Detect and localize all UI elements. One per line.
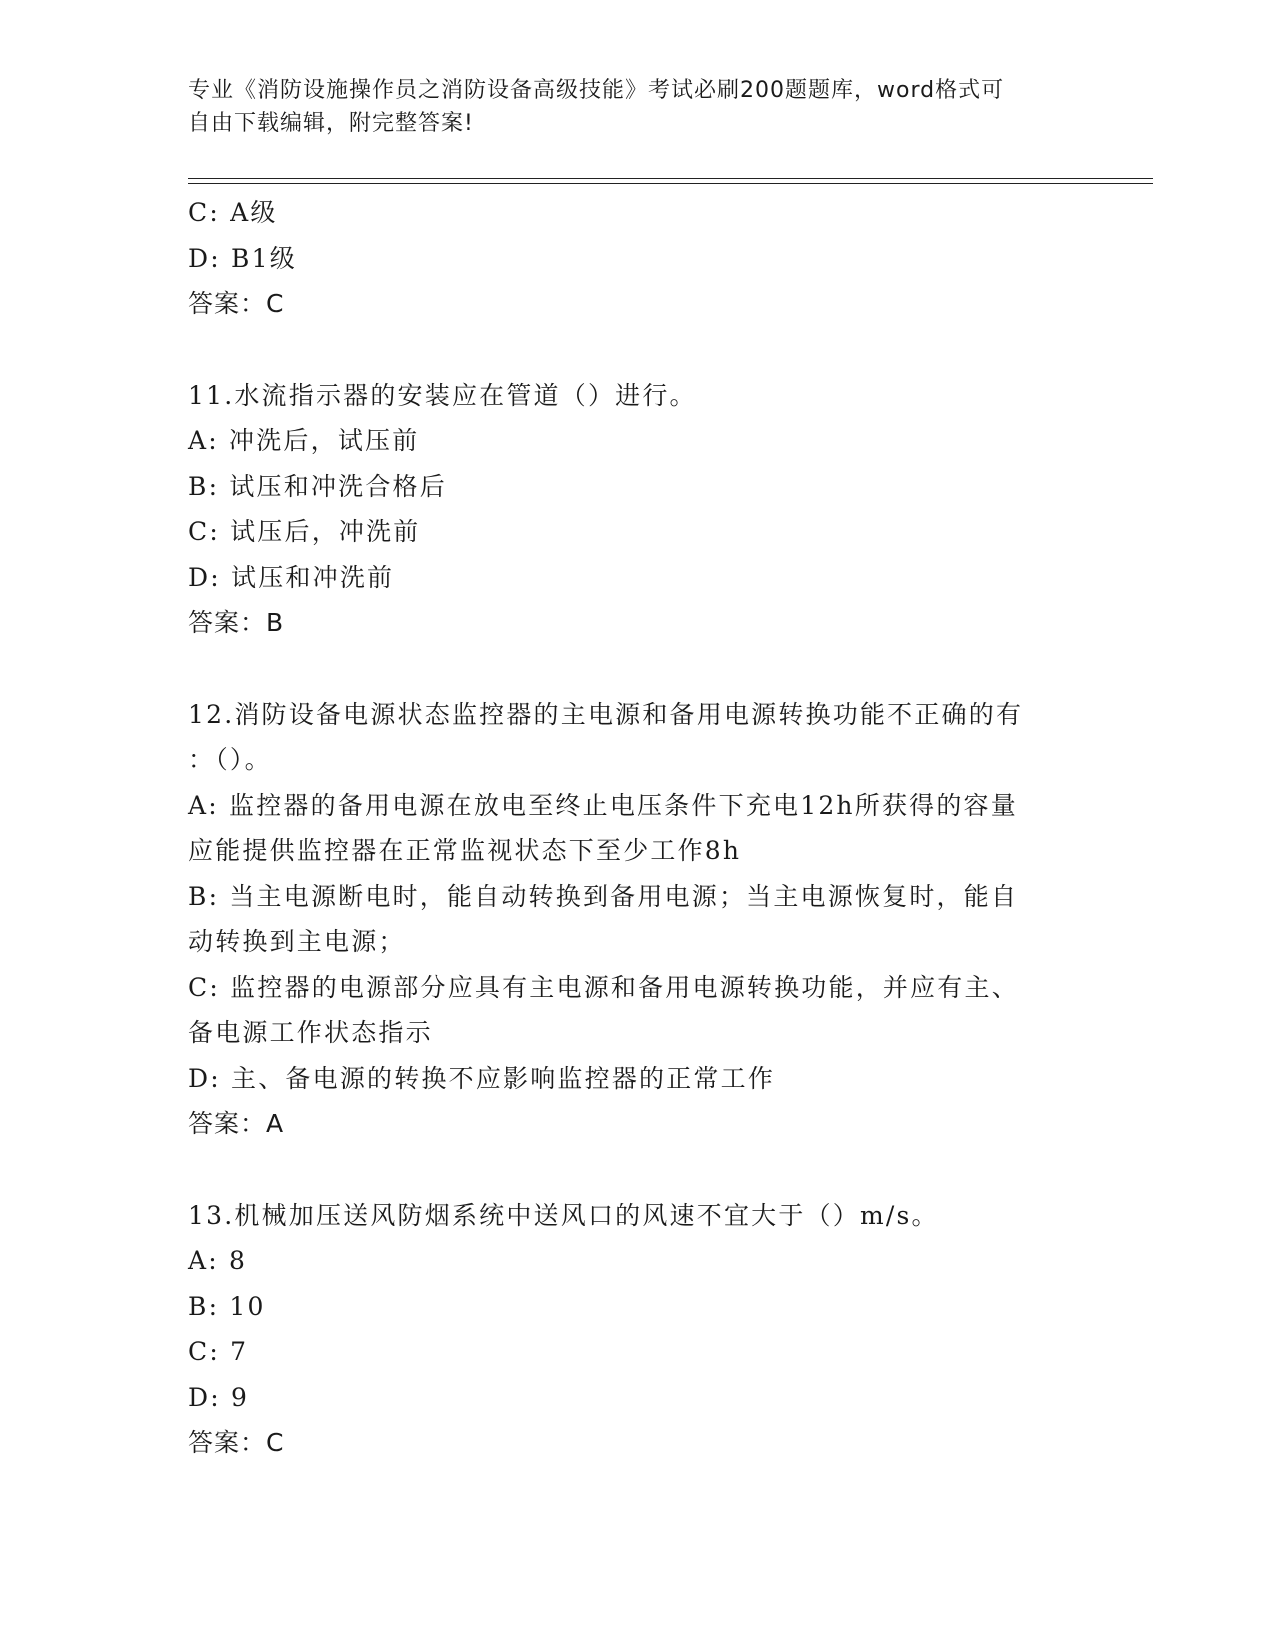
- option-c: C: 7: [188, 1337, 249, 1366]
- option-b: B: 10: [188, 1291, 266, 1321]
- header-title-line-1: 专业《消防设施操作员之消防设备高级技能》考试必刷200题题库，word格式可: [188, 78, 1005, 103]
- option-a-line-2: 应能提供监控器在正常监视状态下至少工作8h: [188, 836, 742, 865]
- option-d: D: 试压和冲洗前: [188, 562, 395, 592]
- question-10-tail: [188, 190, 1088, 327]
- spacer: [188, 1147, 1088, 1193]
- option-d: D: 9: [188, 1382, 250, 1412]
- header-divider-bottom: [188, 183, 1153, 184]
- question-stem: 11.水流指示器的安装应在管道（）进行。: [188, 380, 697, 410]
- option-b-line-2: 动转换到主电源；: [188, 927, 406, 956]
- option-c-line-1: C: 监控器的电源部分应具有主电源和备用电源转换功能，并应有主、: [188, 972, 1019, 1002]
- option-c: C: 试压后，冲洗前: [188, 517, 421, 546]
- question-12: [188, 692, 1088, 1147]
- header-divider-top: [188, 178, 1153, 179]
- answer-line: 答案：A: [188, 1109, 285, 1138]
- option-c-line-2: 备电源工作状态指示: [188, 1018, 433, 1047]
- question-13: [188, 1193, 1088, 1466]
- question-11: [188, 373, 1088, 646]
- question-list: [188, 190, 1088, 1466]
- option-c: C: A级: [188, 198, 278, 227]
- answer-line: 答案：B: [188, 608, 285, 637]
- header-title-line-2: 自由下载编辑，附完整答案!: [188, 111, 474, 136]
- option-a: A: 8: [188, 1246, 248, 1275]
- question-stem-line-2: ：（）。: [188, 745, 272, 774]
- option-a-line-1: A: 监控器的备用电源在放电至终止电压条件下充电12h所获得的容量: [188, 790, 1018, 820]
- option-b: B: 试压和冲洗合格后: [188, 471, 447, 501]
- answer-line: 答案：C: [188, 1428, 285, 1457]
- option-a: A: 冲洗后，试压前: [188, 426, 420, 455]
- question-stem: 13.机械加压送风防烟系统中送风口的风速不宜大于（）m/s。: [188, 1200, 939, 1230]
- option-d: D: 主、备电源的转换不应影响监控器的正常工作: [188, 1063, 776, 1093]
- document-header: [188, 74, 1068, 140]
- answer-line: 答案：C: [188, 289, 285, 318]
- spacer: [188, 646, 1088, 692]
- option-d: D: B1级: [188, 243, 297, 273]
- option-b-line-1: B: 当主电源断电时，能自动转换到备用电源；当主电源恢复时，能自: [188, 881, 1019, 911]
- spacer: [188, 327, 1088, 373]
- question-stem-line-1: 12.消防设备电源状态监控器的主电源和备用电源转换功能不正确的有: [188, 699, 1024, 729]
